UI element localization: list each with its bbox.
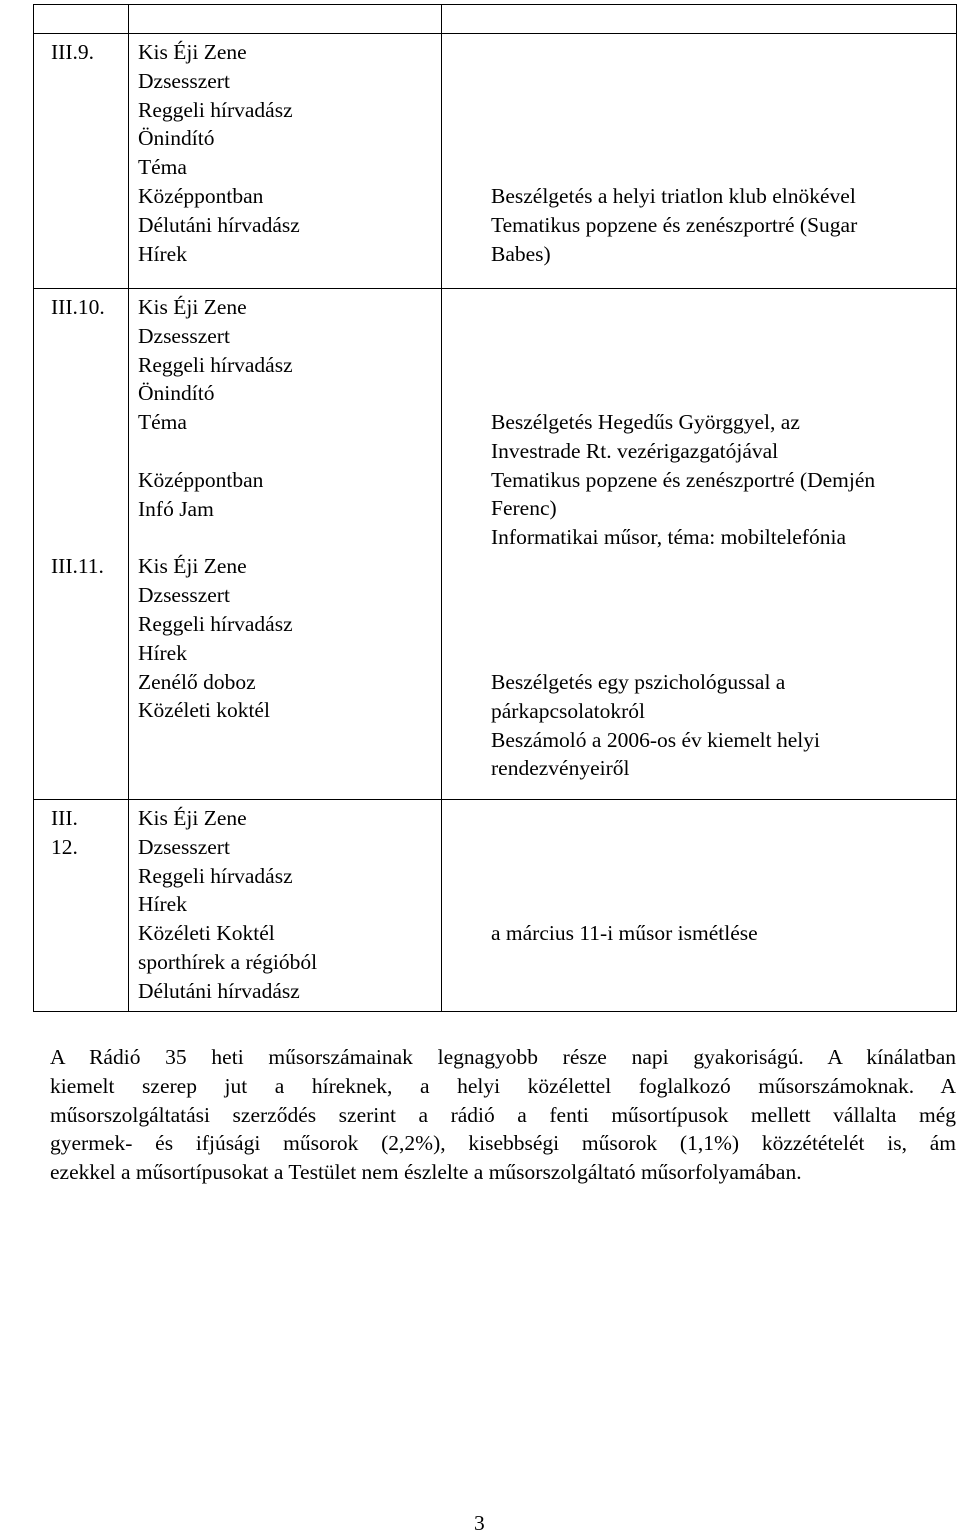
program-name: Téma bbox=[138, 155, 187, 180]
programs-cell bbox=[129, 800, 442, 1012]
program-name: Kis Éji Zene bbox=[138, 40, 247, 64]
program-name: Zenélő doboz bbox=[138, 669, 256, 694]
program-name: Reggeli hírvadász bbox=[138, 352, 293, 377]
note-line: rendezvényeiről bbox=[491, 756, 630, 781]
note-line: Ferenc) bbox=[491, 496, 557, 521]
program-name: Kis Éji Zene bbox=[138, 806, 247, 830]
program-name: Középpontban bbox=[138, 183, 264, 208]
paragraph-line: A Rádió 35 heti műsorszámainak legnagyobb része napi gyakoriságú. A kínálatban bbox=[50, 1045, 956, 1069]
date-label: III.11. bbox=[51, 553, 104, 578]
program-name: Közéleti Koktél bbox=[138, 921, 275, 946]
note-line: Beszélgetés egy pszichológussal a bbox=[491, 669, 786, 694]
program-name: Kis Éji Zene bbox=[138, 295, 247, 319]
note-line: Tematikus popzene és zenészportré (Demjén bbox=[491, 467, 876, 492]
page-number: 3 bbox=[474, 1511, 485, 1535]
program-name: Kis Éji Zene bbox=[138, 554, 247, 579]
note-line: párkapcsolatokról bbox=[491, 698, 646, 723]
program-name: Önindító bbox=[138, 126, 215, 151]
table-top-strip bbox=[34, 5, 957, 34]
program-name: Délutáni hírvadász bbox=[138, 212, 300, 237]
note-line: Babes) bbox=[491, 241, 551, 266]
program-name: Reggeli hírvadász bbox=[138, 611, 293, 636]
date-cell bbox=[34, 34, 129, 289]
program-name: Infó Jam bbox=[138, 496, 214, 521]
notes-cell bbox=[442, 34, 957, 289]
date-label: 12. bbox=[51, 834, 78, 859]
paragraph-line: kiemelt szerep jut a híreknek, a helyi közélettel foglalkozó műsorszámoknak. A bbox=[50, 1073, 956, 1098]
program-name: Reggeli hírvadász bbox=[138, 863, 293, 888]
table-cell bbox=[129, 5, 442, 34]
programs-cell bbox=[129, 34, 442, 289]
programs-cell bbox=[129, 289, 442, 800]
program-name: Dzsesszert bbox=[138, 834, 230, 859]
note-line: Beszámoló a 2006-os év kiemelt helyi bbox=[491, 727, 820, 752]
notes-cell bbox=[442, 800, 957, 1012]
program-name: Hírek bbox=[138, 241, 187, 266]
note-line: Beszélgetés a helyi triatlon klub elnökével bbox=[491, 184, 856, 208]
date-label: III.10. bbox=[51, 295, 105, 319]
table-row bbox=[34, 34, 957, 289]
date-cell bbox=[34, 289, 129, 800]
note-line: a március 11-i műsor ismétlése bbox=[491, 921, 758, 945]
program-name: Téma bbox=[138, 410, 187, 435]
summary-paragraph bbox=[50, 1043, 956, 1187]
paragraph-line: műsorszolgáltatási szerződés szerint a rádió a fenti műsortípusok mellett vállalta még bbox=[50, 1102, 956, 1127]
paragraph-line: ezekkel a műsortípusokat a Testület nem észlelte a műsorszolgáltató műsorfolyamában. bbox=[50, 1160, 802, 1185]
table-row bbox=[34, 800, 957, 1012]
table-row bbox=[34, 289, 957, 800]
date-label: III.9. bbox=[51, 40, 94, 64]
program-name bbox=[138, 437, 441, 466]
program-name: Középpontban bbox=[138, 467, 264, 492]
date-cell bbox=[34, 800, 129, 1012]
program-name: Délutáni hírvadász bbox=[138, 978, 300, 1003]
notes-cell bbox=[442, 289, 957, 800]
note-line: Tematikus popzene és zenészportré (Sugar bbox=[491, 212, 858, 237]
program-name: Reggeli hírvadász bbox=[138, 97, 293, 122]
note-line: Informatikai műsor, téma: mobiltelefónia bbox=[491, 525, 846, 550]
program-name: Hírek bbox=[138, 640, 187, 665]
table-cell bbox=[442, 5, 957, 34]
program-name: Önindító bbox=[138, 381, 215, 406]
program-name: Dzsesszert bbox=[138, 323, 230, 348]
program-name: sporthírek a régióból bbox=[138, 949, 318, 974]
date-label: III. bbox=[51, 806, 78, 830]
table-cell bbox=[34, 5, 129, 34]
note-line: Beszélgetés Hegedűs Györggyel, az bbox=[491, 410, 800, 434]
program-name: Dzsesszert bbox=[138, 583, 230, 608]
program-name: Hírek bbox=[138, 892, 187, 917]
paragraph-line: gyermek- és ifjúsági műsorok (2,2%), kisebbségi műsorok (1,1%) közzétételét is, ám bbox=[50, 1131, 956, 1156]
program-name: Dzsesszert bbox=[138, 68, 230, 93]
program-name: Közéleti koktél bbox=[138, 698, 270, 723]
note-line: Investrade Rt. vezérigazgatójával bbox=[491, 438, 779, 463]
program-schedule-table bbox=[33, 4, 957, 1012]
